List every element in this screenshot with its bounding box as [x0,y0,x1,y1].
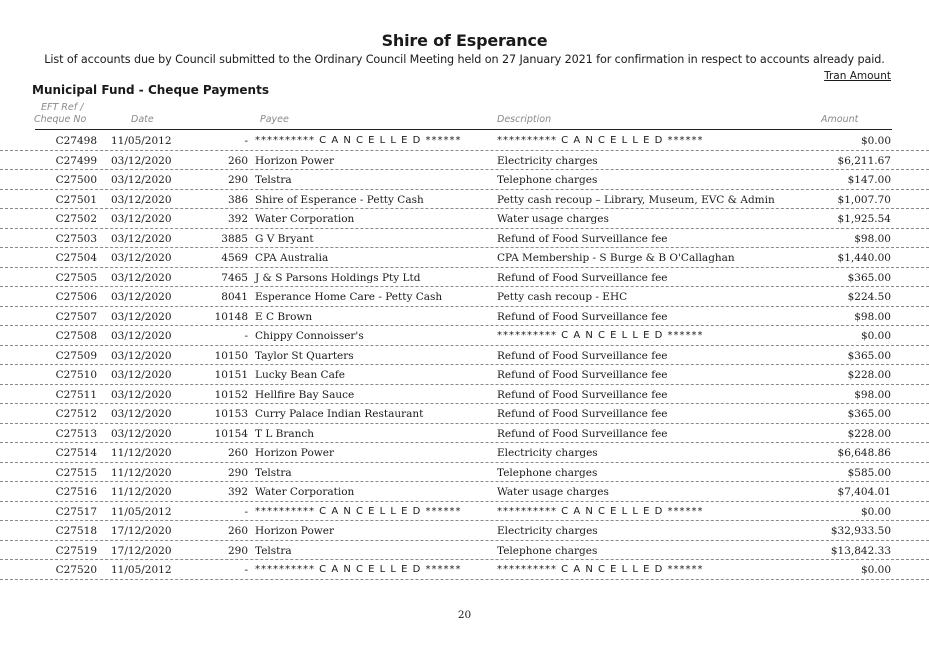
cheque-number-cell: C27498 [55,135,97,147]
description-cell: ********** C A N C E L L E D ****** [497,564,704,575]
table-row [0,209,929,229]
cheque-number-cell: C27511 [55,388,97,401]
cheque-number-cell: C27513 [55,427,97,440]
date-cell: 03/12/2020 [111,408,172,420]
payee-cell: Water Corporation [255,213,355,225]
description-cell: Refund of Food Surveillance fee [497,232,668,245]
amount-cell: $228.00 [847,369,891,381]
cheque-number-cell: C27512 [55,408,97,420]
date-cell: 11/12/2020 [111,486,172,498]
payee-number-cell: - [244,564,248,576]
cheque-number-cell: C27499 [55,154,97,167]
amount-cell: $0.00 [860,330,891,342]
date-cell: 11/12/2020 [111,447,172,459]
col-header-amount: Amount [821,114,859,125]
payee-number-cell: 10152 [214,388,248,401]
table-row [0,326,929,346]
description-cell: Refund of Food Surveillance fee [497,349,668,362]
payee-number-cell: 260 [227,447,248,459]
col-header-eft-ref: EFT Ref / [41,102,84,113]
payee-cell: Hellfire Bay Sauce [255,388,355,401]
payee-cell: ********** C A N C E L L E D ****** [255,505,462,517]
cheque-number-cell: C27507 [55,310,97,323]
payee-number-cell: 10150 [214,349,248,362]
table-row [0,463,929,483]
payee-cell: ********** C A N C E L L E D ****** [255,564,462,575]
payee-cell: Water Corporation [255,486,355,498]
payee-cell: Telstra [255,174,292,186]
payee-cell: Horizon Power [255,447,334,459]
payee-number-cell: 8041 [221,291,248,303]
description-cell: Telephone charges [497,544,598,557]
date-cell: 03/12/2020 [111,232,172,245]
description-cell: Refund of Food Surveillance fee [497,271,668,284]
amount-cell: $0.00 [860,564,891,576]
payee-number-cell: - [244,330,248,342]
date-cell: 03/12/2020 [111,193,172,206]
payee-number-cell: 4569 [221,252,248,264]
cheque-number-cell: C27510 [55,369,97,381]
description-cell: Electricity charges [497,525,598,537]
table-row [0,443,929,463]
amount-cell: $228.00 [847,427,891,440]
payee-cell: CPA Australia [255,252,329,264]
cheque-payments-table [0,131,929,580]
table-row [0,424,929,444]
description-cell: Refund of Food Surveillance fee [497,427,668,440]
table-row [0,365,929,385]
description-cell: CPA Membership - S Burge & B O'Callaghan [497,252,735,264]
page-number: 20 [457,609,472,621]
payee-cell: Horizon Power [255,525,334,537]
amount-cell: $365.00 [847,349,891,362]
payee-cell: Horizon Power [255,154,334,167]
date-cell: 03/12/2020 [111,369,172,381]
description-cell: Telephone charges [497,466,598,479]
cheque-number-cell: C27518 [55,525,97,537]
payee-cell: J & S Parsons Holdings Pty Ltd [255,271,421,284]
description-cell: Refund of Food Surveillance fee [497,310,668,323]
date-cell: 17/12/2020 [111,525,172,537]
date-cell: 03/12/2020 [111,291,172,303]
col-header-payee: Payee [260,114,289,125]
table-row [0,248,929,268]
description-cell: Petty cash recoup – Library, Museum, EVC & Admin [497,193,775,206]
amount-cell: $1,925.54 [837,213,891,225]
payee-number-cell: 10148 [214,310,248,323]
date-cell: 03/12/2020 [111,310,172,323]
table-row [0,482,929,502]
date-cell: 11/12/2020 [111,466,172,479]
cheque-number-cell: C27501 [55,193,97,206]
payee-number-cell: 10153 [214,408,248,420]
description-cell: Water usage charges [497,213,609,225]
amount-cell: $224.50 [847,291,891,303]
col-header-cheque-no: Cheque No [34,114,87,125]
table-row [0,404,929,424]
table-row [0,560,929,580]
date-cell: 03/12/2020 [111,213,172,225]
payee-number-cell: 392 [227,213,248,225]
description-cell: Petty cash recoup - EHC [497,291,628,303]
payee-number-cell: 392 [227,486,248,498]
description-cell: ********** C A N C E L L E D ****** [497,135,704,146]
payee-cell: Taylor St Quarters [255,349,354,362]
payee-number-cell: 10151 [214,369,248,381]
date-cell: 03/12/2020 [111,252,172,264]
table-row [0,346,929,366]
date-cell: 11/05/2012 [111,505,172,518]
date-cell: 03/12/2020 [111,174,172,186]
amount-cell: $98.00 [854,232,891,245]
payee-cell: Lucky Bean Cafe [255,369,345,381]
table-row [0,131,929,151]
cheque-number-cell: C27519 [55,544,97,557]
date-cell: 03/12/2020 [111,427,172,440]
payee-cell: E C Brown [255,310,313,323]
payee-cell: T L Branch [255,427,315,440]
table-row [0,307,929,327]
amount-cell: $98.00 [854,310,891,323]
col-header-date: Date [131,114,154,125]
payee-cell: Telstra [255,466,292,479]
cheque-number-cell: C27500 [55,174,97,186]
payee-number-cell: 290 [227,174,248,186]
payee-cell: Telstra [255,544,292,557]
cheque-number-cell: C27509 [55,349,97,362]
cheque-number-cell: C27504 [55,252,97,264]
payee-number-cell: 3885 [221,232,248,245]
date-cell: 17/12/2020 [111,544,172,557]
table-row [0,229,929,249]
payee-cell: Shire of Esperance - Petty Cash [255,193,424,206]
payee-cell: G V Bryant [255,232,314,245]
date-cell: 11/05/2012 [111,135,172,147]
payee-number-cell: 260 [227,525,248,537]
payee-number-cell: 290 [227,466,248,479]
cheque-number-cell: C27520 [55,564,97,576]
payee-number-cell: - [244,135,248,147]
cheque-number-cell: C27505 [55,271,97,284]
cheque-number-cell: C27516 [55,486,97,498]
description-cell: Refund of Food Surveillance fee [497,369,668,381]
amount-cell: $585.00 [847,466,891,479]
table-row [0,502,929,522]
payee-number-cell: 260 [227,154,248,167]
amount-cell: $365.00 [847,408,891,420]
amount-cell: $6,211.67 [837,154,891,167]
col-header-description: Description [497,114,552,125]
payee-cell: Chippy Connoisser's [255,330,364,342]
description-cell: Water usage charges [497,486,609,498]
cheque-number-cell: C27508 [55,330,97,342]
table-row [0,268,929,288]
amount-cell: $13,842.33 [830,544,891,557]
table-row [0,190,929,210]
description-cell: ********** C A N C E L L E D ****** [497,330,704,341]
description-cell: Electricity charges [497,154,598,167]
amount-cell: $365.00 [847,271,891,284]
payee-number-cell: 290 [227,544,248,557]
page-title: Shire of Esperance [381,31,548,50]
amount-cell: $1,007.70 [837,193,891,206]
date-cell: 03/12/2020 [111,330,172,342]
description-cell: ********** C A N C E L L E D ****** [497,505,704,517]
date-cell: 03/12/2020 [111,154,172,167]
payee-cell: ********** C A N C E L L E D ****** [255,135,462,146]
header-divider [35,129,892,130]
table-row [0,385,929,405]
payee-number-cell: 7465 [221,271,248,284]
cheque-number-cell: C27515 [55,466,97,479]
amount-cell: $32,933.50 [830,525,891,537]
tran-amount-label: Tran Amount [824,70,891,82]
cheque-number-cell: C27502 [55,213,97,225]
table-row [0,521,929,541]
date-cell: 03/12/2020 [111,388,172,401]
payee-number-cell: 386 [227,193,248,206]
payee-number-cell: - [244,505,248,518]
description-cell: Refund of Food Surveillance fee [497,388,668,401]
cheque-number-cell: C27503 [55,232,97,245]
amount-cell: $147.00 [847,174,891,186]
payee-cell: Curry Palace Indian Restaurant [255,408,424,420]
cheque-number-cell: C27506 [55,291,97,303]
report-subtitle: List of accounts due by Council submitted to the Ordinary Council Meeting held on 27 January 2021 for confirmation in respect to accounts already paid. [44,53,885,66]
amount-cell: $1,440.00 [837,252,891,264]
description-cell: Electricity charges [497,447,598,459]
date-cell: 03/12/2020 [111,349,172,362]
cheque-number-cell: C27517 [55,505,97,518]
fund-heading: Municipal Fund - Cheque Payments [32,83,269,97]
payee-number-cell: 10154 [214,427,248,440]
description-cell: Telephone charges [497,174,598,186]
date-cell: 11/05/2012 [111,564,172,576]
table-row [0,151,929,171]
date-cell: 03/12/2020 [111,271,172,284]
table-row [0,170,929,190]
amount-cell: $6,648.86 [837,447,891,459]
table-row [0,287,929,307]
description-cell: Refund of Food Surveillance fee [497,408,668,420]
payee-cell: Esperance Home Care - Petty Cash [255,291,443,303]
amount-cell: $7,404.01 [837,486,891,498]
amount-cell: $0.00 [860,135,891,147]
amount-cell: $0.00 [860,505,891,518]
amount-cell: $98.00 [854,388,891,401]
table-row [0,541,929,561]
cheque-number-cell: C27514 [55,447,97,459]
